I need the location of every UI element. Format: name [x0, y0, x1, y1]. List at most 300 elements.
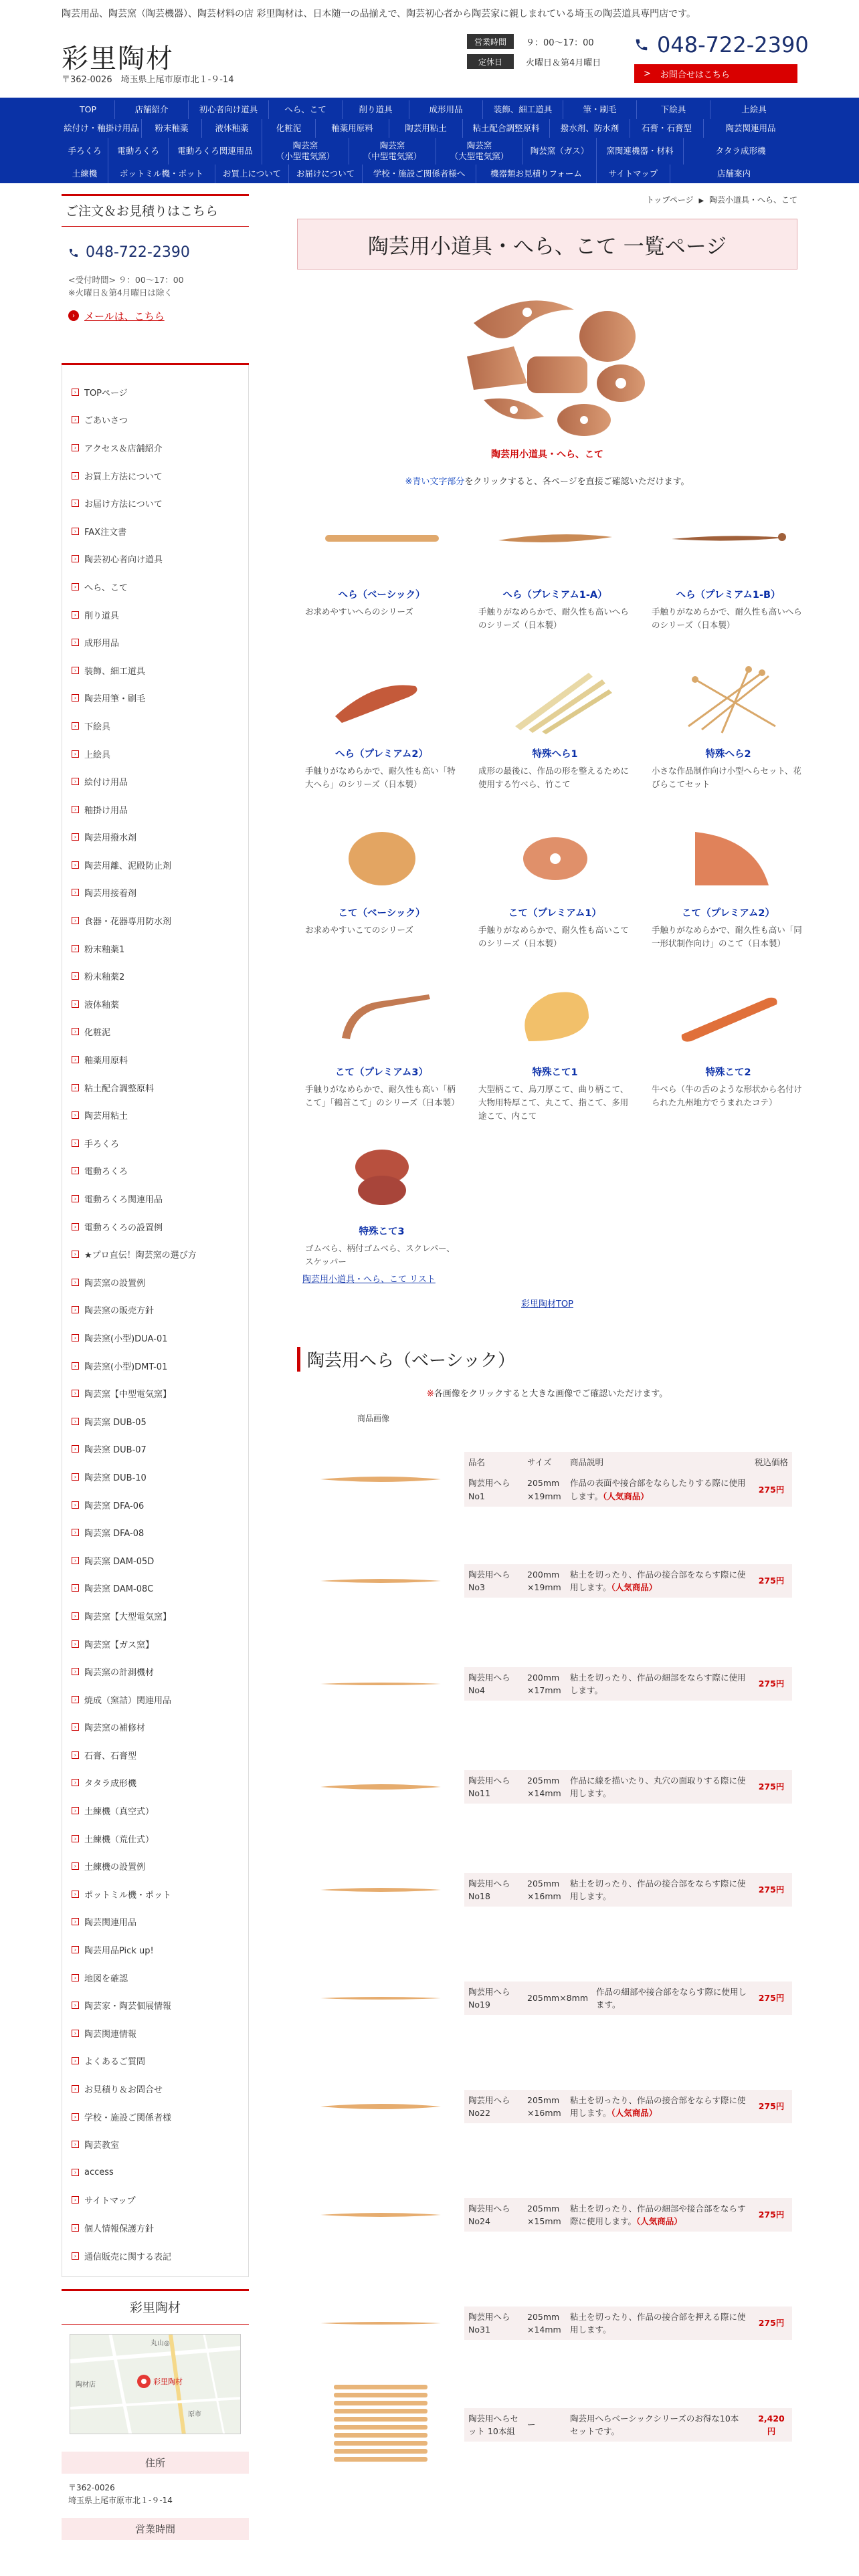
product-image[interactable]: [297, 1985, 464, 2012]
side-menu-item[interactable]: [62, 1491, 248, 1519]
chevron-right-icon: ›: [72, 833, 79, 841]
product-row: [297, 1838, 797, 1941]
nav-item[interactable]: 手ろくろ: [62, 138, 108, 165]
product-image[interactable]: [297, 2378, 464, 2472]
side-menu-item[interactable]: [62, 907, 248, 935]
side-menu-label: 陶芸用撥水剤: [84, 833, 137, 844]
side-menu-label: 成形用品: [84, 639, 120, 649]
nav-item[interactable]: 陶芸窯 （小型電気窯）: [262, 138, 349, 165]
side-menu-label: 陶芸窯(小型)DMT-01: [84, 1362, 168, 1372]
side-menu-item[interactable]: [62, 2047, 248, 2075]
closed-value: 火曜日＆第4月曜日: [526, 58, 601, 68]
product-desc-cell: [566, 2090, 751, 2124]
breadcrumb-home[interactable]: トップページ: [646, 195, 694, 205]
side-menu-item[interactable]: [62, 1908, 248, 1936]
nav-item[interactable]: 削り道具: [343, 100, 409, 119]
chevron-right-icon: ›: [72, 667, 79, 674]
tool-image: [314, 2093, 448, 2120]
nav-item[interactable]: サイトマップ: [597, 165, 670, 183]
nav-item[interactable]: 撥水剤、防水剤: [550, 119, 630, 138]
product-table: [464, 2198, 792, 2232]
side-menu-label: お買上方法について: [84, 471, 163, 482]
category-image[interactable]: [478, 659, 632, 738]
closed-label: 定休日: [467, 54, 514, 69]
chevron-right-icon: ›: [72, 806, 79, 813]
product-size: ー: [527, 2420, 536, 2430]
product-image[interactable]: [297, 1671, 464, 1697]
nav-item[interactable]: タタラ成形機: [715, 146, 766, 156]
side-menu-label: ★プロ直伝！陶芸窯の選び方: [84, 1251, 197, 1261]
side-menu-item[interactable]: [62, 1769, 248, 1797]
side-menu-item[interactable]: [62, 1269, 248, 1297]
nav-item[interactable]: 陶芸窯（ガス）: [523, 138, 597, 165]
product-desc-cell: [566, 2306, 751, 2341]
chevron-right-icon: ›: [72, 694, 79, 702]
side-menu-item[interactable]: [62, 1685, 248, 1713]
arrow-circle-icon: ›: [68, 310, 79, 321]
category-title[interactable]: 特殊こて3: [359, 1226, 405, 1237]
product-row: [297, 1941, 797, 2055]
side-menu-item[interactable]: [62, 990, 248, 1018]
product-image[interactable]: [297, 1774, 464, 1800]
nav-item[interactable]: 石膏・石膏型: [630, 119, 704, 138]
side-menu-item[interactable]: [62, 2186, 248, 2214]
chevron-right-icon: ›: [72, 972, 79, 980]
side-menu-item[interactable]: [62, 2159, 248, 2187]
section-note: [297, 1386, 797, 1399]
site-top-link[interactable]: 彩里陶材TOP: [520, 1299, 573, 1309]
side-menu-item[interactable]: [62, 656, 248, 684]
main-content: [297, 194, 803, 2475]
side-menu-label: 陶芸関連情報: [84, 2029, 137, 2040]
category-image[interactable]: [305, 978, 458, 1057]
side-menu-label: 電動ろくろ関連用品: [84, 1195, 163, 1206]
product-row: [297, 1529, 797, 1632]
nav-item[interactable]: 店舗紹介: [115, 100, 189, 119]
side-menu-item[interactable]: [62, 1741, 248, 1769]
nav-item[interactable]: 店舗案内: [717, 169, 751, 179]
category-image[interactable]: [305, 1137, 458, 1216]
chevron-right-icon: ›: [72, 1612, 79, 1620]
product-row: [297, 1735, 797, 1838]
nav-item[interactable]: 陶芸用粘土: [389, 119, 463, 138]
product-desc-cell: [566, 2408, 751, 2442]
side-menu-item[interactable]: [62, 712, 248, 740]
side-menu-label: 学校・施設ご関係者様: [84, 2113, 172, 2123]
side-menu-label: 地図を確認: [84, 1973, 128, 1984]
category-desc: 手触りがなめらかで、耐久性も高いへらのシリーズ（日本製）: [652, 607, 802, 630]
side-menu-item[interactable]: [62, 1574, 248, 1602]
side-tel[interactable]: [68, 244, 249, 261]
product-desc: 粘土を切ったり、作品の接合部をならす際に使用します。: [570, 1569, 746, 1592]
side-menu-item[interactable]: [62, 1546, 248, 1574]
side-menu-item[interactable]: [62, 1241, 248, 1269]
product-price: 2,420円: [758, 2413, 785, 2436]
category-desc: ゴムべら、柄付ゴムべら、スクレパー、スケッパー: [305, 1243, 455, 1267]
chevron-right-icon: ›: [72, 1306, 79, 1313]
side-menu-item[interactable]: [62, 490, 248, 518]
category-image[interactable]: [652, 819, 805, 897]
side-menu-item[interactable]: [62, 1992, 248, 2020]
side-hours-heading: 営業時間: [62, 2518, 249, 2540]
side-menu-item[interactable]: [62, 823, 248, 851]
product-name: 陶芸用へら No22: [468, 2095, 510, 2118]
nav-item[interactable]: 粘土配合調整原料: [463, 119, 550, 138]
category-title[interactable]: 特殊へら1: [532, 749, 578, 760]
tools-list-link[interactable]: 陶芸用小道具・へら、こて リスト: [302, 1275, 436, 1285]
chevron-right-icon: ›: [72, 1779, 79, 1786]
nav-item[interactable]: 化粧泥: [262, 119, 316, 138]
chevron-right-icon: ›: [72, 1751, 79, 1759]
category-desc: 牛べら（牛の舌のような形状から名付けられた九州地方でうまれたコテ）: [652, 1084, 803, 1107]
side-menu-label: 陶芸窯の設置例: [84, 1278, 146, 1289]
nav-item[interactable]: 電動ろくろ関連用品: [169, 138, 262, 165]
category-title[interactable]: こて（ベーシック）: [338, 908, 425, 919]
product-row: [297, 2272, 797, 2375]
nav-item[interactable]: 絵付け・釉掛け用品: [62, 119, 142, 138]
chevron-right-icon: ›: [72, 1835, 79, 1842]
category-title[interactable]: 特殊へら2: [705, 749, 751, 760]
nav-item[interactable]: 液体釉薬: [202, 119, 262, 138]
side-menu-item[interactable]: [62, 1130, 248, 1158]
product-price: 275円: [758, 1679, 785, 1689]
category-title[interactable]: へら（プレミアム1-A）: [502, 590, 607, 601]
side-menu-label: 電動ろくろ: [84, 1167, 128, 1178]
side-menu-item[interactable]: [62, 2075, 248, 2103]
side-menu-label: 土練機（真空式）: [84, 1807, 155, 1818]
category-image[interactable]: [652, 978, 805, 1057]
chevron-right-icon: ›: [72, 1501, 79, 1509]
category-card: [652, 500, 805, 659]
site-tagline: 陶芸用品、陶芸窯（陶芸機器）、陶芸材料の店 彩里陶材は、日本随一の品揃えで、陶芸初心者から陶芸家に親しまれている埼玉の陶芸道具専門店です。: [62, 9, 696, 19]
table-row: [464, 1981, 792, 2016]
category-card: [652, 819, 805, 978]
product-image[interactable]: [297, 2093, 464, 2120]
product-desc: 粘土を切ったり、作品の接合部を押える際に使用します。: [570, 2311, 746, 2335]
table-row: [464, 1564, 792, 1598]
side-menu-item[interactable]: [62, 1185, 248, 1213]
hours-value: ９：00〜17：00: [526, 37, 594, 48]
nav-item[interactable]: へら、こて: [269, 100, 343, 119]
side-menu-item[interactable]: [62, 1602, 248, 1630]
nav-item[interactable]: 電動ろくろ: [108, 138, 169, 165]
side-menu-label: 下絵具: [84, 722, 111, 732]
tool-image: [662, 500, 795, 579]
nav-item[interactable]: 陶芸関連用品: [725, 123, 776, 134]
nav-item[interactable]: 下絵具: [637, 100, 710, 119]
category-image[interactable]: [652, 659, 805, 738]
chevron-right-icon: ›: [72, 2141, 79, 2148]
page-title: 陶芸用小道具・へら、こて 一覧ページ: [297, 219, 797, 270]
chevron-right-icon: ›: [72, 1668, 79, 1675]
side-menu-item[interactable]: [62, 1157, 248, 1185]
side-menu-item[interactable]: [62, 962, 248, 990]
product-table: [464, 1452, 792, 1507]
nav-item[interactable]: お買上について: [215, 165, 289, 183]
side-menu-item[interactable]: [62, 1073, 248, 1101]
side-menu-item[interactable]: [62, 379, 248, 407]
chevron-right-icon: ›: [72, 1891, 79, 1898]
breadcrumb-current: 陶芸小道具・へら、こて: [708, 195, 797, 205]
product-price: 275円: [758, 1885, 785, 1895]
table-row: [464, 2408, 792, 2442]
tool-image: [320, 2378, 441, 2472]
chevron-right-icon: ›: [72, 639, 79, 646]
side-menu-label: 陶芸教室: [84, 2141, 120, 2151]
category-card: [305, 978, 458, 1137]
product-price: 275円: [758, 1485, 785, 1495]
tool-image: [488, 500, 622, 579]
side-menu-item[interactable]: [62, 795, 248, 823]
side-mail-link[interactable]: [68, 309, 249, 323]
nav-item[interactable]: 学校・施設ご関係者様へ: [363, 165, 476, 183]
side-menu-label: 陶芸窯【ガス窯】: [84, 1640, 155, 1650]
category-desc: 小さな作品制作向け小型へらセット、花びらこてセット: [652, 766, 801, 789]
side-menu-item[interactable]: [62, 740, 248, 768]
side-menu-item[interactable]: [62, 851, 248, 879]
side-menu-item[interactable]: [62, 2214, 248, 2242]
nav-item[interactable]: 筆・刷毛: [563, 100, 637, 119]
side-menu-item[interactable]: [62, 545, 248, 573]
product-image[interactable]: [297, 2202, 464, 2228]
side-menu-item[interactable]: [62, 573, 248, 601]
nav-item[interactable]: 上絵具: [741, 104, 767, 115]
category-desc: 手触りがなめらかで、耐久性も高い「同一形状制作向け」のこて（日本製）: [652, 925, 802, 948]
side-menu-label: 粉末釉薬2: [84, 972, 125, 983]
side-menu-item[interactable]: [62, 1380, 248, 1408]
side-menu-item[interactable]: [62, 434, 248, 462]
category-card: [652, 978, 805, 1137]
tool-image: [488, 978, 622, 1057]
nav-item[interactable]: 陶芸窯 （中型電気窯）: [349, 138, 436, 165]
tool-image: [488, 819, 622, 897]
chevron-right-icon: ›: [72, 1334, 79, 1341]
side-menu-item[interactable]: [62, 1018, 248, 1046]
side-menu-item[interactable]: [62, 1519, 248, 1547]
header-tel[interactable]: [634, 32, 809, 58]
side-menu-item[interactable]: [62, 1212, 248, 1241]
contact-button-label: お問合せはこちら: [660, 70, 730, 80]
side-menu-label: お見積り＆お問合せ: [84, 2085, 163, 2096]
side-menu-item[interactable]: [62, 1630, 248, 1658]
product-row: [297, 2055, 797, 2158]
product-name: 陶芸用へら No18: [468, 1878, 510, 1901]
category-image[interactable]: [652, 500, 805, 579]
side-menu-item[interactable]: [62, 461, 248, 490]
product-name: 陶芸用へら No3: [468, 1569, 510, 1592]
side-menu-item[interactable]: [62, 517, 248, 545]
category-desc: 手触りがなめらかで、耐久性も高いこてのシリーズ（日本製）: [478, 925, 629, 948]
side-menu-label: 陶芸窯【大型電気窯】: [84, 1612, 172, 1622]
side-hours: <受付時間> ９：00〜17：00: [68, 275, 184, 285]
product-table: [464, 2090, 792, 2124]
side-menu-label: 陶芸用離、泥殿防止剤: [84, 861, 172, 871]
nav-item[interactable]: 釉薬用原料: [316, 119, 389, 138]
chevron-right-icon: ›: [72, 611, 79, 619]
nav-item[interactable]: お届けについて: [289, 165, 363, 183]
product-image[interactable]: [297, 2310, 464, 2337]
nav-item[interactable]: 装飾、細工道具: [483, 100, 563, 119]
side-menu-item[interactable]: [62, 2103, 248, 2131]
product-table: [464, 1667, 792, 1701]
tool-image: [315, 659, 449, 738]
category-title[interactable]: こて（プレミアム2）: [682, 908, 775, 919]
category-title[interactable]: へら（プレミアム2）: [335, 749, 428, 760]
chevron-right-icon: ›: [72, 1362, 79, 1370]
side-menu-item[interactable]: [62, 2242, 248, 2270]
breadcrumb-separator: ▶: [698, 197, 704, 205]
chevron-right-icon: ›: [72, 528, 79, 535]
tool-image: [488, 659, 622, 738]
side-menu-item[interactable]: [62, 1963, 248, 1992]
side-menu-item[interactable]: [62, 684, 248, 712]
category-title[interactable]: こて（プレミアム3）: [335, 1067, 428, 1078]
nav-item[interactable]: 機器類お見積りフォーム: [476, 165, 597, 183]
side-menu-label: 焼成（窯詰）関連用品: [84, 1695, 172, 1706]
product-desc: 陶芸用へらベーシックシリーズのお得な10本セットです。: [570, 2413, 739, 2436]
product-desc-cell: [592, 1981, 751, 2016]
side-menu-label: 装飾、細工道具: [84, 666, 146, 677]
chevron-right-icon: ›: [72, 583, 79, 591]
product-image[interactable]: [297, 1466, 464, 1493]
product-desc: 作品の表面や接合部をならしたりする際に使用します。: [570, 1478, 746, 1501]
chevron-right-icon: ›: [72, 1084, 79, 1091]
category-image[interactable]: [305, 500, 458, 579]
product-image[interactable]: [297, 1876, 464, 1903]
tool-image: [662, 819, 795, 897]
chevron-right-icon: ›: [72, 945, 79, 952]
nav-item[interactable]: 陶芸窯 （大型電気窯）: [436, 138, 523, 165]
chevron-right-icon: ›: [72, 2196, 79, 2204]
side-menu-item[interactable]: [62, 1824, 248, 1852]
store-map[interactable]: [70, 2334, 241, 2434]
side-menu-item[interactable]: [62, 1296, 248, 1324]
chevron-right-icon: ›: [72, 1807, 79, 1814]
side-menu-label: 粉末釉薬1: [84, 944, 125, 955]
product-table: [464, 1873, 792, 1907]
sidebar: [62, 194, 249, 2540]
chevron-right-icon: ›: [72, 1279, 79, 1286]
side-menu-label: サイトマップ: [84, 2196, 136, 2207]
product-list: [297, 1429, 797, 2475]
category-title[interactable]: へら（ベーシック）: [338, 590, 425, 601]
side-menu-item[interactable]: [62, 1352, 248, 1380]
category-title[interactable]: へら（プレミアム1-B）: [676, 590, 781, 601]
category-title[interactable]: 特殊こて2: [705, 1067, 751, 1078]
category-image[interactable]: [305, 819, 458, 897]
product-name: 陶芸用へら No31: [468, 2311, 510, 2335]
header-tel-number: 048-722-2390: [657, 32, 809, 58]
nav-item[interactable]: 土練機: [62, 165, 108, 183]
category-image[interactable]: [478, 500, 632, 579]
product-size: 205mm ×16mm: [527, 2095, 561, 2118]
map-label: 原市: [188, 2410, 201, 2418]
chevron-right-icon: ›: [72, 1723, 79, 1731]
product-image[interactable]: [297, 1568, 464, 1594]
side-menu-item[interactable]: [62, 2131, 248, 2159]
category-card: [305, 500, 458, 659]
chevron-right-icon: ›: [72, 389, 79, 396]
side-menu-item[interactable]: [62, 1936, 248, 1964]
category-image[interactable]: [478, 978, 632, 1057]
popular-badge: （人気商品）: [636, 2216, 682, 2226]
side-menu-item[interactable]: [62, 1713, 248, 1741]
table-row: [464, 2090, 792, 2124]
chevron-right-icon: ›: [72, 1390, 79, 1397]
chevron-right-icon: ›: [72, 2057, 79, 2064]
chevron-right-icon: ›: [72, 1167, 79, 1174]
category-title[interactable]: こて（プレミアム1）: [508, 908, 601, 919]
product-price: 275円: [758, 2101, 785, 2112]
instruction-rest: をクリックすると、各ページを直接ご確認いただけます。: [464, 477, 690, 487]
side-menu-item[interactable]: [62, 1435, 248, 1463]
side-menu-item[interactable]: [62, 601, 248, 629]
side-menu-item[interactable]: [62, 934, 248, 962]
side-menu-label: 陶芸窯(小型)DUA-01: [84, 1333, 168, 1344]
nav-item[interactable]: TOP: [62, 100, 115, 119]
side-menu-item[interactable]: [62, 629, 248, 657]
side-menu-item[interactable]: [62, 1797, 248, 1825]
site-logo[interactable]: 彩里陶材: [62, 43, 174, 74]
chevron-right-icon: ›: [72, 1557, 79, 1564]
side-menu-item[interactable]: [62, 2020, 248, 2048]
nav-item[interactable]: 成形用品: [409, 100, 483, 119]
nav-item[interactable]: 粉末釉薬: [142, 119, 202, 138]
side-menu-item[interactable]: [62, 768, 248, 796]
category-image[interactable]: [305, 659, 458, 738]
th-name: 品名: [468, 1457, 486, 1467]
side-menu-item[interactable]: [62, 1046, 248, 1074]
breadcrumb: [297, 194, 797, 205]
product-price: 275円: [758, 1576, 785, 1586]
side-menu-item[interactable]: [62, 1881, 248, 1909]
category-image[interactable]: [478, 819, 632, 897]
side-menu-item[interactable]: [62, 1101, 248, 1130]
chevron-right-icon: ›: [72, 1000, 79, 1008]
contact-button[interactable]: [634, 64, 797, 83]
side-menu-label: 削り道具: [84, 611, 120, 621]
nav-item[interactable]: ポットミル機・ポット: [108, 165, 215, 183]
side-menu-item[interactable]: [62, 1658, 248, 1686]
side-menu-item[interactable]: [62, 1852, 248, 1881]
side-menu-label: 陶芸窯 DUB-05: [84, 1417, 147, 1428]
product-size: 205mm ×14mm: [527, 1775, 561, 1798]
product-price: 275円: [758, 2318, 785, 2329]
nav-item[interactable]: 初心者向け道具: [189, 100, 269, 119]
product-desc: 粘土を切ったり、作品の接合部をならす際に使用します。: [570, 2095, 746, 2118]
product-desc-cell: [566, 1873, 751, 1907]
header-address: 〒362-0026 埼玉県上尾市原市北１-９-14: [62, 75, 234, 85]
chevron-right-icon: ›: [72, 1918, 79, 1925]
side-menu-item[interactable]: [62, 1407, 248, 1435]
chevron-right-icon: ›: [72, 1251, 79, 1258]
product-desc: 粘土を切ったり、作品の接合部をならす際に使用します。: [570, 1878, 746, 1901]
category-title[interactable]: 特殊こて1: [532, 1067, 578, 1078]
side-order-heading: ご注文＆お見積りはこちら: [62, 194, 249, 227]
category-grid: [297, 500, 803, 1296]
side-menu-item[interactable]: [62, 1463, 248, 1491]
side-menu-item[interactable]: [62, 1324, 248, 1352]
side-menu-item[interactable]: [62, 406, 248, 434]
side-menu-label: 陶芸用接着剤: [84, 889, 137, 899]
table-row: [464, 2198, 792, 2232]
side-menu-item[interactable]: [62, 879, 248, 907]
category-card: [478, 819, 632, 978]
side-menu-label: お届け方法について: [84, 500, 163, 510]
category-desc: 手触りがなめらかで、耐久性も高いへらのシリーズ（日本製）: [478, 607, 629, 630]
nav-item[interactable]: 窯関連機器・材料: [597, 138, 684, 165]
hero-tools-image: [427, 283, 668, 443]
